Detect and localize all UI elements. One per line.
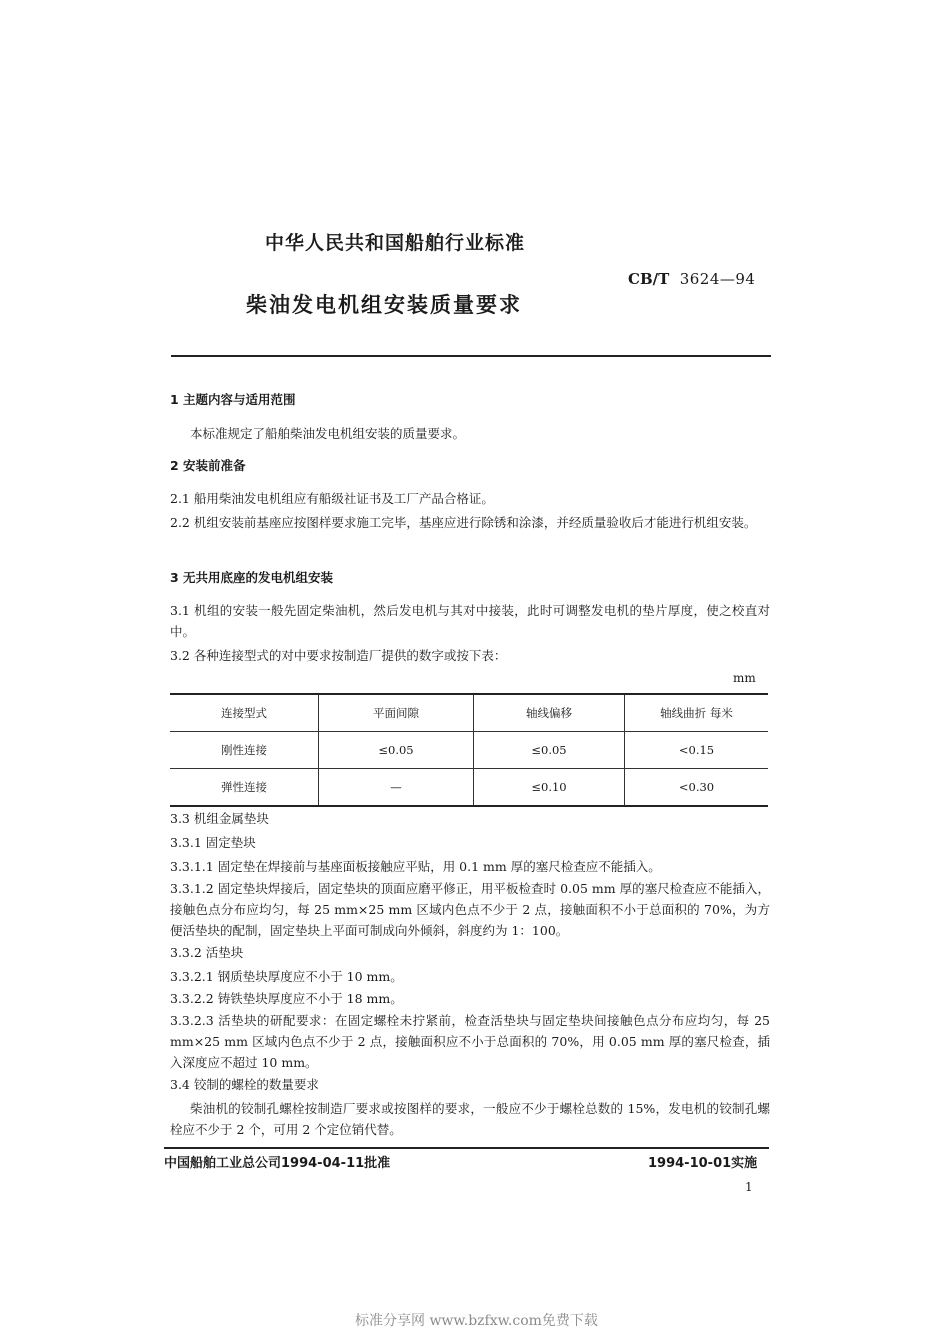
clause-3-3-1: 3.3.1 固定垫块 bbox=[170, 835, 256, 850]
clause-3-3-1-2: 3.3.1.2 固定垫块焊接后，固定垫块的顶面应磨平修正，用平板检查时 0.05 mm 厚的塞尺检查应不能插入，接触色点分布应均匀，每 25 mm×25 mm 区域内色点不少于 2 点，接触面积不小于总面积的 70%，为方便活垫块的配制，固定垫块上平面可制成向外倾斜，斜度约为 1：100。 bbox=[170, 881, 770, 938]
section-3-title: 3 无共用底座的发电机组安装 bbox=[170, 570, 334, 585]
standard-code bbox=[628, 270, 755, 288]
header-divider bbox=[171, 355, 771, 357]
table-header-cell: 轴线偏移 bbox=[474, 694, 625, 732]
table-header-cell: 轴线曲折 每米 bbox=[625, 694, 769, 732]
table-header-cell: 连接型式 bbox=[170, 694, 319, 732]
standard-prefix: CB/T bbox=[628, 270, 670, 288]
clause-3-3-1-1: 3.3.1.1 固定垫在焊接前与基座面板接触应平贴，用 0.1 mm 厚的塞尺检查应不能插入。 bbox=[170, 859, 661, 874]
clause-3-3-2-2: 3.3.2.2 铸铁垫块厚度应不小于 18 mm。 bbox=[170, 991, 403, 1006]
table-cell: ≤0.05 bbox=[319, 732, 474, 769]
approval-info: 中国船舶工业总公司1994-04-11批准 bbox=[164, 1156, 391, 1171]
standard-number: 3624—94 bbox=[679, 270, 756, 288]
table-cell: <0.15 bbox=[625, 732, 769, 769]
section-1-text: 本标准规定了船舶柴油发电机组安装的质量要求。 bbox=[190, 426, 466, 441]
table-cell: ≤0.05 bbox=[474, 732, 625, 769]
effective-date: 1994-10-01实施 bbox=[648, 1156, 758, 1171]
clause-3-3-2: 3.3.2 活垫块 bbox=[170, 945, 244, 960]
section-2-title: 2 安装前准备 bbox=[170, 458, 246, 473]
clause-2-1: 2.1 船用柴油发电机组应有船级社证书及工厂产品合格证。 bbox=[170, 491, 494, 506]
clause-3-3-2-3: 3.3.2.3 活垫块的研配要求：在固定螺栓未拧紧前，检查活垫块与固定垫块间接触色点分布应均匀，每 25 mm×25 mm 区域内色点不少于 2 点，接触面积应不小于总面积的 70%，用 0.05 mm 厚的塞尺检查，插入深度应不超过 10 mm。 bbox=[170, 1013, 770, 1070]
clause-3-3: 3.3 机组金属垫块 bbox=[170, 811, 269, 826]
clause-3-4-text: 柴油机的铰制孔螺栓按制造厂要求或按图样的要求，一般应不少于螺栓总数的 15%，发电机的铰制孔螺栓应不少于 2 个，可用 2 个定位销代替。 bbox=[170, 1101, 770, 1137]
table-row bbox=[170, 732, 768, 769]
page-number: 1 bbox=[745, 1180, 753, 1194]
clause-3-1: 3.1 机组的安装一般先固定柴油机，然后发电机与其对中接装，此时可调整发电机的垫片厚度，使之校直对中。 bbox=[170, 603, 770, 639]
table-cell: — bbox=[319, 769, 474, 807]
table-cell: 刚性连接 bbox=[170, 732, 319, 769]
table-unit: mm bbox=[733, 671, 756, 685]
document-title: 柴油发电机组安装质量要求 bbox=[246, 293, 522, 317]
table-header-row bbox=[170, 694, 768, 732]
clause-2-2: 2.2 机组安装前基座应按图样要求施工完毕，基座应进行除锈和涂漆，并经质量验收后才能进行机组安装。 bbox=[170, 515, 757, 530]
table-cell: ≤0.10 bbox=[474, 769, 625, 807]
alignment-table bbox=[170, 693, 768, 807]
table-header-cell: 平面间隙 bbox=[319, 694, 474, 732]
watermark: 标准分享网 www.bzfxw.com免费下载 bbox=[355, 1313, 598, 1329]
clause-3-2: 3.2 各种连接型式的对中要求按制造厂提供的数字或按下表： bbox=[170, 648, 507, 663]
table-cell: <0.30 bbox=[625, 769, 769, 807]
table-row bbox=[170, 769, 768, 807]
table-cell: 弹性连接 bbox=[170, 769, 319, 807]
clause-3-3-2-1: 3.3.2.1 钢质垫块厚度应不小于 10 mm。 bbox=[170, 969, 403, 984]
org-title: 中华人民共和国船舶行业标准 bbox=[265, 232, 526, 254]
clause-3-4: 3.4 铰制的螺栓的数量要求 bbox=[170, 1077, 319, 1092]
section-1-title: 1 主题内容与适用范围 bbox=[170, 392, 296, 407]
footer-divider bbox=[164, 1147, 769, 1149]
